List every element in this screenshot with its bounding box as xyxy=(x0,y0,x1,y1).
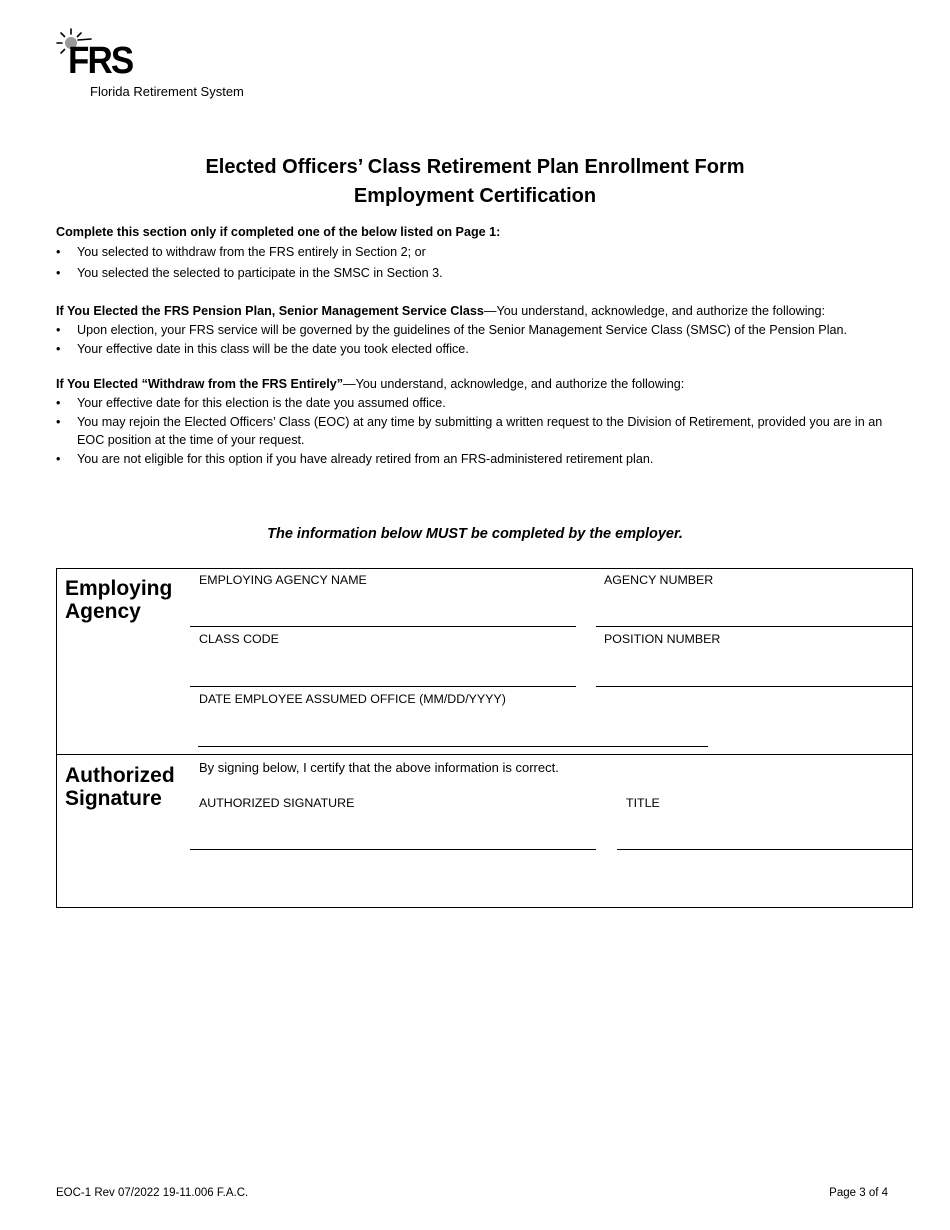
form-title: Elected Officers’ Class Retirement Plan Enrollment Form xyxy=(205,156,745,178)
page-number: Page 3 of 4 xyxy=(829,1187,888,1199)
date-assumed-field[interactable] xyxy=(198,746,708,747)
list-item: • Your effective date for this election is the date you assumed office. xyxy=(56,396,446,410)
withdraw-lead: If You Elected “Withdraw from the FRS Entirely”—You understand, acknowledge, and authorize the following: xyxy=(56,377,685,391)
agency-name-field[interactable] xyxy=(190,626,576,627)
position-number-label: POSITION NUMBER xyxy=(604,632,721,646)
list-item: • You selected to withdraw from the FRS entirely in Section 2; or xyxy=(56,245,426,259)
title-field[interactable] xyxy=(617,849,912,850)
agency-number-label: AGENCY NUMBER xyxy=(604,573,714,587)
form-subtitle: Employment Certification xyxy=(353,185,597,207)
list-item: • You selected the selected to participate in the SMSC in Section 3. xyxy=(56,266,443,280)
agency-name-label: EMPLOYING AGENCY NAME xyxy=(199,573,367,587)
date-assumed-label: DATE EMPLOYEE ASSUMED OFFICE (MM/DD/YYYY) xyxy=(199,692,506,706)
section-divider xyxy=(57,754,912,755)
intro-lead: Complete this section only if completed one of the below listed on Page 1: xyxy=(56,225,501,239)
logo-abbreviation: FRS xyxy=(68,40,133,82)
employing-agency-heading: Employing Agency xyxy=(65,577,173,623)
signature-field[interactable] xyxy=(190,849,596,850)
signature-label: AUTHORIZED SIGNATURE xyxy=(199,796,355,810)
form-id: EOC-1 Rev 07/2022 19-11.006 F.A.C. xyxy=(56,1187,249,1199)
employer-certification-form xyxy=(56,568,913,908)
frs-logo xyxy=(56,28,276,104)
list-item: • You are not eligible for this option if you have already retired from an FRS-administered retirement plan. xyxy=(56,452,654,466)
logo-tagline: Florida Retirement System xyxy=(90,84,244,99)
agency-number-field[interactable] xyxy=(596,626,912,627)
list-item: • You may rejoin the Elected Officers’ Class (EOC) at any time by submitting a written request to the Division of Retirement, provided you are in an EOC position at the time of your request. xyxy=(56,415,883,447)
list-item: • Upon election, your FRS service will be governed by the guidelines of the Senior Management Service Class (SMSC) of the Pension Plan. xyxy=(56,323,848,337)
list-item: • Your effective date in this class will be the date you took elected office. xyxy=(56,342,469,356)
position-number-field[interactable] xyxy=(596,686,912,687)
class-code-field[interactable] xyxy=(190,686,576,687)
certify-statement: By signing below, I certify that the above information is correct. xyxy=(199,760,559,775)
employer-note: The information below MUST be completed by the employer. xyxy=(267,526,683,542)
title-label: TITLE xyxy=(626,796,660,810)
authorized-signature-heading: Authorized Signature xyxy=(65,764,175,810)
class-code-label: CLASS CODE xyxy=(199,632,279,646)
smsc-lead: If You Elected the FRS Pension Plan, Senior Management Service Class—You understand, acknowledge, and authorize the following: xyxy=(56,304,826,318)
